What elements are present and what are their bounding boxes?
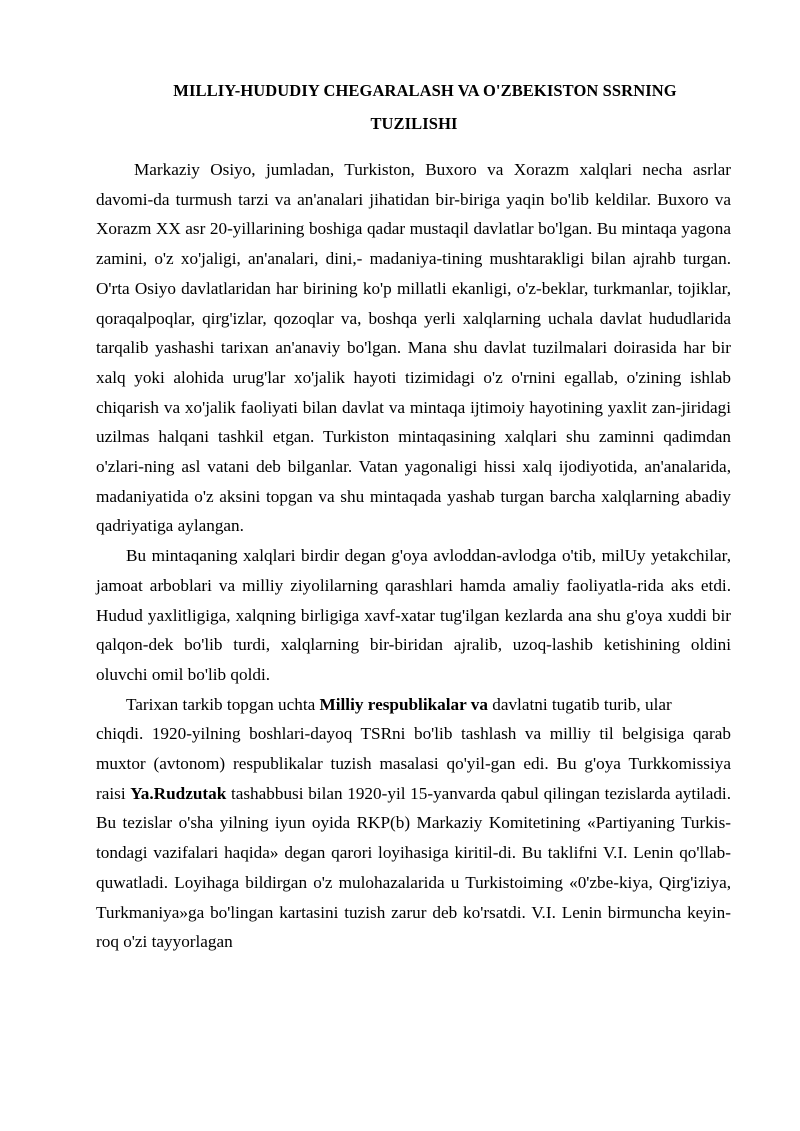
document-title bbox=[96, 74, 732, 140]
paragraph-3-first-line bbox=[96, 690, 731, 720]
paragraph-3-bold-2: Ya.Rudzutak bbox=[130, 783, 227, 803]
paragraph-3-part-1: Tarixan tarkib topgan uchta bbox=[126, 694, 320, 714]
paragraph-2: Bu mintaqaning xalqlari birdir degan g'oya avloddan-avlodga o'tib, milUy yetakchilar, jamoat arboblari va milliy ziyolilarning qarashlari hamda amaliy faoliyatla-rida aks etdi. Hudud yaxlitligiga, xalqning birligiga xavf-xatar tug'ilgan kezlarda ana shu g'oya xuddi bir qalqon-dek bo'lib turdi, xalqlarning bir-biridan ajralib, uzoq-lashib ketishining oldini oluvchi omil bo'lib qoldi. bbox=[96, 546, 731, 684]
paragraph-3-part-4: tashabbusi bilan 1920-yil 15-yanvarda qabul qilingan tezislarda aytiladi. Bu tezislar o'sha yilning iyun oyida RKP(b) Markaziy Komitetining «Partiyaning Turkis-tondagi vazifalari haqida» degan qarori loyihasiga kiritil-di. Bu taklifni V.I. Lenin qo'llab-quwatladi. Loyihaga bildirgan o'z mulohazalarida u Turkistoiming «0'zbe-kiya, Qirg'iziya, Turkmaniya»ga bo'lingan kartasini tuzish zarur deb ko'rsatdi. V.I. Lenin birmuncha keyin-roq o'zi tayyorlagan bbox=[96, 783, 731, 952]
paragraph-1: Markaziy Osiyo, jumladan, Turkiston, Buxoro va Xorazm xalqlari necha asrlar davomi-da turmush tarzi va an'analari jihatidan bir-biriga yaqin bo'lib keldilar. Buxoro va Xorazm XX asr 20-yillarining boshiga qadar mustaqil davlatlar bo'lgan. Bu mintaqa yagona zamini, o'z xo'jaligi, an'analari, dini,- madaniya-tining mushtarakligi bilan ajrahb turgan. O'rta Osiyo davlatlaridan har birining ko'p millatli ekanligi, o'z-beklar, turkmanlar, tojiklar, qoraqalpoqlar, qirg'izlar, qozoqlar va, boshqa yerli xalqlarning uchala davlat hududlarida tarqalib yashashi tarixan an'anaviy bo'lgan. Mana shu davlat tuzilmalari doirasida har bir xalq yoki alohida urug'lar xo'jalik hayoti tizimidagi o'z o'rnini egallab, o'zining ishlab chiqarish va xo'jalik faoliyati bilan davlat va mintaqa ijtimoiy hayotining yaxlit zan-jiridagi uzilmas halqani tashkil etgan. Turkiston mintaqasining xalqlari shu zaminni qadimdan o'zlari-ning asl vatani deb bilganlar. Vatan yagonaligi hissi xalq ijodiyotida, an'analarida, madaniyatida o'z aksini topgan va shu mintaqada yashab turgan barcha xalqlarning abadiy qadriyatiga aylangan. bbox=[96, 160, 731, 536]
paragraph-3-part-2: davlatni tugatib turib, ular bbox=[487, 694, 672, 714]
paragraph-3-bold-1: Milliy respublikalar va bbox=[319, 694, 488, 714]
document-body bbox=[96, 155, 731, 957]
title-line-1: MILLIY-HUDUDIY CHEGARALASH VA O'ZBEKISTON SSRNING bbox=[173, 81, 677, 100]
title-line-2: TUZILISHI bbox=[370, 114, 458, 133]
paragraph-3-part-3: chiqdi. 1920-yilning boshlari-dayoq TSRni bo'lib tashlash va milliy til belgisiga qarab muxtor (avtonom) respublikalar tuzish masalasi qo'yil-gan edi. Bu g'oya Turkkomissiya raisi bbox=[96, 724, 731, 803]
paragraph-3 bbox=[96, 690, 731, 957]
